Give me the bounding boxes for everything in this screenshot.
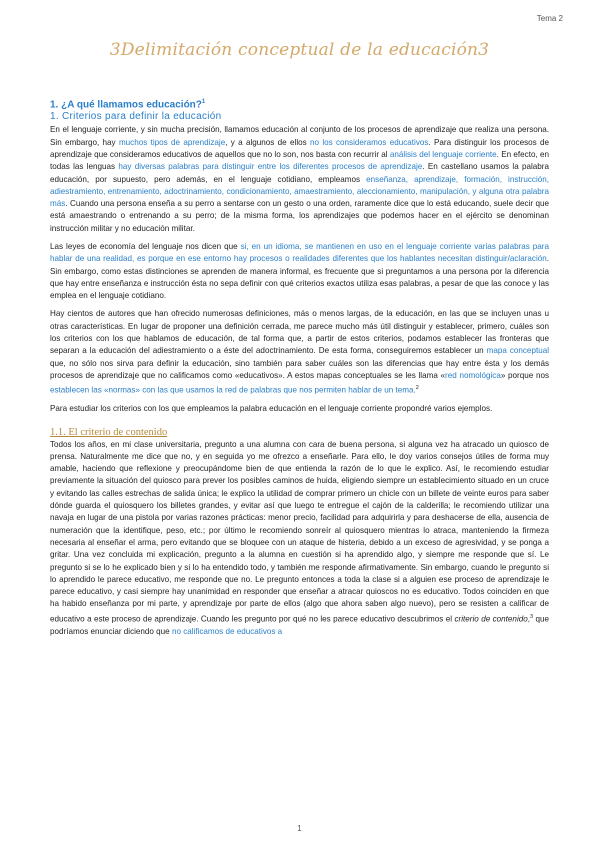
footnote-ref: 1	[201, 99, 206, 105]
paragraph-1: En el lenguaje corriente, y sin mucha precisión, llamamos educación al conjunto de los procesos de aprendizaje que realiza una persona. Sin embargo, hay muchos tipos de aprendizaje, y a algunos de ellos no los consideramos educativos. Para distinguir los procesos de aprendizaje que consideramos educativos de aquellos que no lo son, nos basta con recurrir al análisis del lenguaje corriente. En efecto, en todas las lenguas hay diversas palabras para distinguir entre los diferentes procesos de aprendizaje. En castellano usamos la palabra educación, por supuesto, pero además, en el lenguaje cotidiano, empleamos enseñanza, aprendizaje, formación, instrucción, adiestramiento, entrenamiento, adoctrinamiento, condicionamiento, amaestramiento, aleccionamiento, manipulación, y alguna otra palabra más. Cuando una persona enseña a su perro a sentarse con un gesto o una orden, raramente dice que lo está educando, suele decir que está amaestrando o entrenando a su perro; de la misma forma, los aprendizajes que podemos hacer en el ejército se denominan instrucción militar y no educación militar.	[50, 125, 549, 233]
footnote-ref: 2	[415, 385, 419, 392]
paragraph-2: Las leyes de economía del lenguaje nos dicen que si, en un idioma, se mantienen en uso en el lenguaje corriente varias palabras para hablar de una realidad, es porque en ese entorno hay procesos o realidades diferentes que los hablantes necesitan distinguir/aclaración. Sin embargo, como estas distinciones se aprenden de manera informal, es frecuente que si preguntamos a una persona por la diferencia que hay entre enseñanza e instrucción ésta no sepa definir con qué criterios exactos utiliza esas palabras, a pesar de que las conoce y las emplea en el lenguaje cotidiano.	[50, 242, 549, 301]
subsection-heading-1-1: 1.1. El criterio de contenido	[50, 426, 168, 438]
footnote-ref: 3	[530, 613, 534, 620]
paragraph-5: Todos los años, en mi clase universitaria, pregunto a una alumna con cara de buena persona, si alguna vez ha atracado un quiosco de prensa. Naturalmente me dice que no, y en seguida yo me ofrezco a enseñarle. Para ello, le doy varios consejos útiles de forma muy amable, haciendo que reflexione y preocupándome bien de que entienda la razón de lo que le explico. Así, le recomiendo estudiar previamente la situación del quiosco para prever los posibles caminos de huida, eligiendo siempre un establecimiento situado en un cruce y evitando las calles estrechas de salida única; le explico la utilidad de comprar primero un chicle con un billete de veinte euros para saber dónde guarda el quiosquero los billetes grandes, y evitar así que luego te entregue el cajón de la calderilla; le recomiendo utilizar una navaja en lugar de una pistola por varias razones prácticas: menor precio, facilidad para adquirirla y para deshacerse de ella, ausencia de numeración que la identifique, peso, etc.; por último le recomiendo sonreír al quiosquero mientras lo atraca, manteniendo la firmeza necesaria al enseñar el arma, pero evitando que se bloquee con un ataque de histeria, debido a un exceso de agresividad, y se ponga a gritar. Una vez concluida mi explicación, pregunto a la alumna en cuestión si ha aprendido algo, y siempre me responde que sí. Le pregunto si se lo he explicado bien y si lo ha entendido todo, y también me responde afirmativamente. Sin embargo, cuando le pregunto si lo aprendido le parece educativo, me responde que no. Le pregunto entonces a toda la clase si a alguien ese proceso de aprendizaje le parece educativo, y casi siempre hay unanimidad en responder que enseñar a atracar quioscos no es educativo. Todos coinciden en que ha habido enseñanza por mi parte, y aprendizaje por parte de ellos (algo que ahora saben algo nuevo), pero se resisten a calificar de educativo a este proceso de aprendizaje. Cuando les pregunto por qué no les parece educativo descubrimos el criterio de contenido,$^3$ que podríamos enunciar diciendo que no calificamos de educativos a	[50, 439, 549, 636]
section-heading: 1. ¿A qué llamamos educación?$^1$	[50, 99, 206, 111]
paragraph-4: Para estudiar los criterios con los que empleamos la palabra educación en el lenguaje corriente propondré varios ejemplos.	[50, 404, 493, 414]
document-body	[50, 96, 549, 638]
paragraph-3: Hay cientos de autores que han ofrecido numerosas definiciones, más o menos largas, de la educación, en las que se incluyen unas u otras características. En lugar de proponer una definición cerrada, me parece mucho más útil distinguir y establecer, primero, cuáles son los criterios con los que hablamos de educación, de tal forma que, a partir de estos criterios, podamos establecer las fronteras que separan a la educación del adiestramiento o a éste del adoctrinamiento. De esta forma, conseguiremos establecer un mapa conceptual que, no sólo nos sirva para definir la educación, sino también para saber cuáles son las diferencias que hay entre ésta y los demás procesos de aprendizaje que no calificamos como «educativos». A estos mapas conceptuales se les llama «red nomológica» porque nos establecen las «normas» con las que usamos la red de palabras que nos permiten hablar de un tema.$^2$	[50, 309, 549, 395]
page-number: 1	[297, 824, 302, 833]
page-title: 3Delimitación conceptual de la educación3	[109, 40, 490, 60]
header-tema: Tema 2	[536, 14, 563, 23]
subsection-heading: 1. Criterios para definir la educación	[50, 111, 222, 123]
